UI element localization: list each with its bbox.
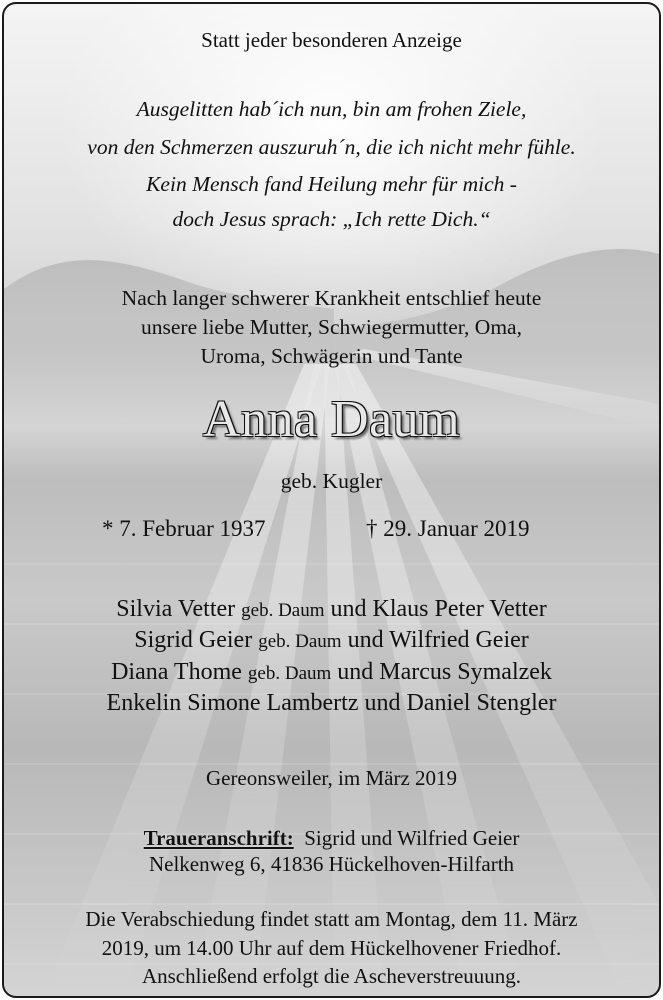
family-member-partner: und Wilfried Geier: [347, 627, 529, 653]
address-names: Sigrid und Wilfried Geier: [304, 826, 520, 850]
deceased-name: Anna Daum: [202, 391, 461, 448]
intro-line-1: Nach langer schwerer Krankheit entschlief heute: [121, 286, 542, 310]
family-member-nee: geb. Daum: [247, 663, 332, 684]
family-member-nee: geb. Daum: [258, 631, 342, 652]
obituary-notice: [2, 2, 661, 998]
intro-line-2: unsere liebe Mutter, Schwiegermutter, Oma,: [141, 315, 522, 339]
header-text: Statt jeder besonderen Anzeige: [201, 28, 462, 52]
verse-line-3: Kein Mensch fand Heilung mehr für mich -: [146, 172, 517, 196]
intro-line-3: Uroma, Schwägerin und Tante: [200, 344, 463, 368]
birth-name: geb. Kugler: [280, 469, 383, 493]
family-line-1: [4, 596, 659, 623]
family-member-name: Silvia Vetter: [116, 596, 236, 622]
address-label: Traueranschrift:: [143, 826, 294, 850]
family-line-4: [4, 690, 659, 717]
address-line-1: [4, 826, 659, 851]
place-date: Gereonsweiler, im März 2019: [205, 766, 458, 790]
address-line-2: Nelkenweg 6, 41836 Hückelhoven-Hilfarth: [148, 852, 515, 876]
farewell-line-1: Die Verabschiedung findet statt am Montag, dem 11. März: [85, 907, 578, 931]
verse-line-2: von den Schmerzen auszuruh´n, die ich nicht mehr fühle.: [87, 135, 576, 159]
family-line-3: [4, 659, 659, 686]
farewell-line-3: Anschließend erfolgt die Ascheverstreuuung.: [141, 964, 522, 988]
family-member-nee: geb. Daum: [241, 600, 325, 621]
family-line-2: [4, 627, 659, 654]
death-date: † 29. Januar 2019: [366, 516, 530, 541]
family-member-partner: und Klaus Peter Vetter: [330, 596, 547, 622]
farewell-line-2: 2019, um 14.00 Uhr auf dem Hückelhovener Friedhof.: [101, 936, 562, 960]
family-member-name: Enkelin Simone Lambertz und Daniel Stengler: [106, 690, 557, 716]
family-member-partner: und Marcus Symalzek: [337, 659, 552, 685]
verse-line-1: Ausgelitten hab´ich nun, bin am frohen Ziele,: [136, 97, 527, 121]
family-member-name: Sigrid Geier: [134, 627, 253, 653]
birth-date: * 7. Februar 1937: [102, 516, 266, 541]
verse-line-4: doch Jesus sprach: „Ich rette Dich.“: [172, 207, 491, 231]
family-member-name: Diana Thome: [111, 659, 242, 685]
